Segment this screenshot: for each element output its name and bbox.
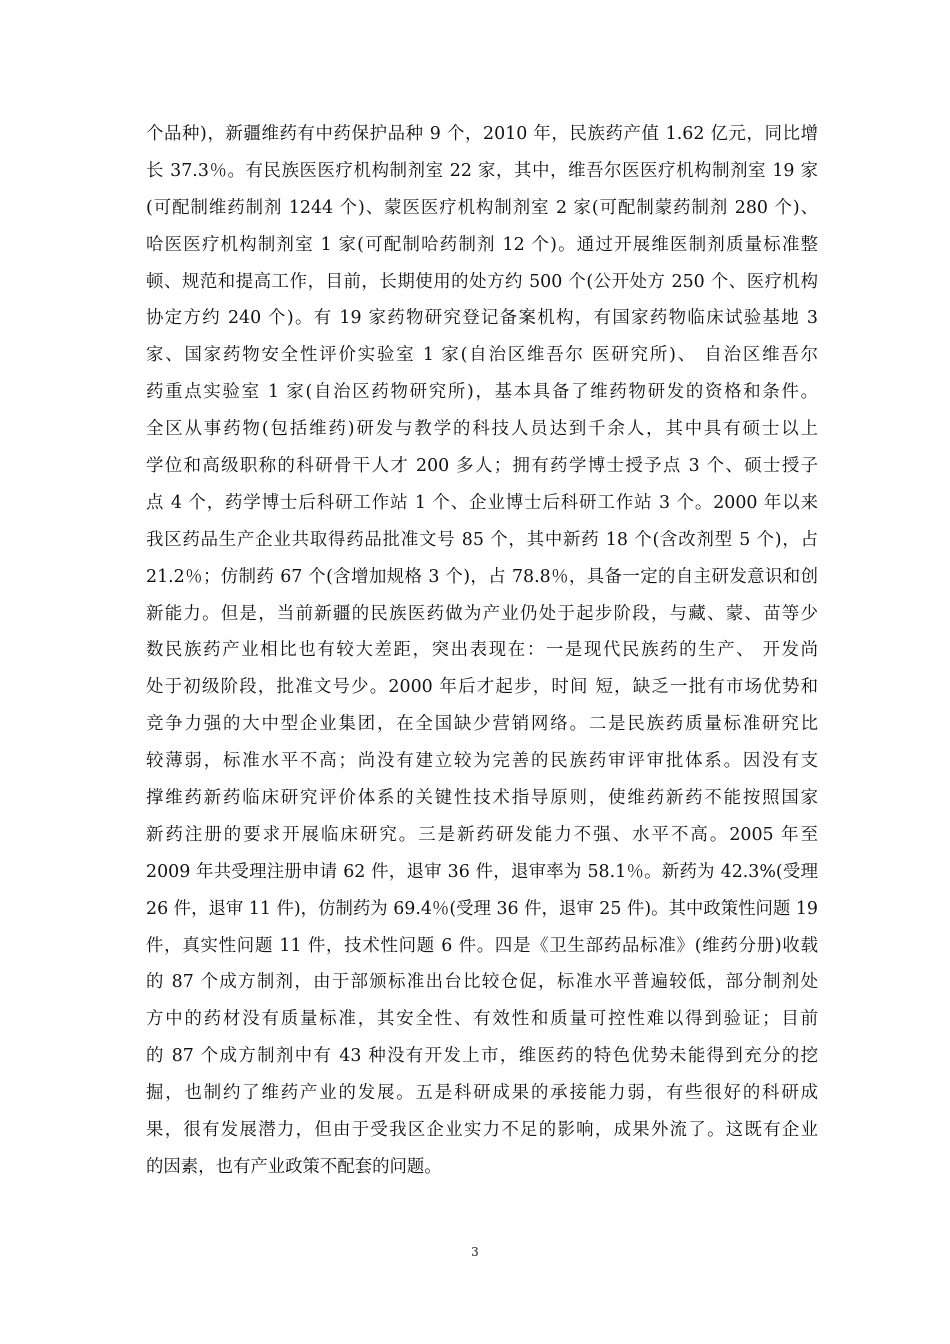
text-line: 竞争力强的大中型企业集团，在全国缺少营销网络。二是民族药质量标准研究比 bbox=[146, 714, 818, 735]
page-number: 3 bbox=[471, 1245, 479, 1259]
text-line: 的因素，也有产业政策不配套的问题。 bbox=[146, 1156, 442, 1177]
text-line: 药重点实验室 1 家(自治区药物研究所)，基本具备了维药物研发的资格和条件。 bbox=[146, 382, 818, 403]
text-line: 方中的药材没有质量标准，其安全性、有效性和质量可控性难以得到验证；目前 bbox=[146, 1009, 818, 1030]
text-line: 新能力。但是，当前新疆的民族医药做为产业仍处于起步阶段，与藏、蒙、苗等少 bbox=[146, 603, 818, 624]
text-line: 协定方约 240 个)。有 19 家药物研究登记备案机构，有国家药物临床试验基地 3 bbox=[146, 308, 818, 329]
text-line: 学位和高级职称的科研骨干人才 200 多人；拥有药学博士授予点 3 个、硕士授子 bbox=[146, 456, 818, 477]
text-line: 26 件，退审 11 件)，仿制药为 69.4％(受理 36 件，退审 25 件)。其中政策性问题 19 bbox=[146, 898, 818, 919]
text-line: 撑维药新药临床研究评价体系的关键性技术指导原则，使维药新药不能按照国家 bbox=[146, 788, 818, 809]
text-line: 的 87 个成方制剂中有 43 种没有开发上市，维医药的特色优势未能得到充分的挖 bbox=[146, 1046, 818, 1067]
text-line: 点 4 个，药学博士后科研工作站 1 个、企业博士后科研工作站 3 个。2000 年以来 bbox=[146, 492, 818, 513]
text-line: 掘，也制约了维药产业的发展。五是科研成果的承接能力弱，有些很好的科研成 bbox=[146, 1083, 818, 1104]
text-line: 数民族药产业相比也有较大差距，突出表现在：一是现代民族药的生产、 开发尚 bbox=[146, 640, 818, 661]
body-paragraph bbox=[146, 116, 818, 1186]
text-line: (可配制维药制剂 1244 个)、蒙医医疗机构制剂室 2 家(可配制蒙药制剂 280 个)、 bbox=[146, 197, 818, 218]
text-line: 处于初级阶段，批准文号少。2000 年后才起步，时间 短，缺乏一批有市场优势和 bbox=[146, 677, 818, 698]
text-line: 顿、规范和提高工作，目前，长期使用的处方约 500 个(公开处方 250 个、医疗机构 bbox=[146, 271, 818, 292]
text-line: 2009 年共受理注册申请 62 件，退审 36 件，退审率为 58.1％。新药为 42.3%(受理 bbox=[146, 861, 818, 882]
text-line: 果，很有发展潜力，但由于受我区企业实力不足的影响，成果外流了。这既有企业 bbox=[146, 1120, 818, 1141]
text-line: 较薄弱，标准水平不高；尚没有建立较为完善的民族药审评审批体系。因没有支 bbox=[146, 751, 818, 772]
text-line: 长 37.3％。有民族医医疗机构制剂室 22 家，其中，维吾尔医医疗机构制剂室 19 家 bbox=[146, 160, 818, 181]
text-line: 件，真实性问题 11 件，技术性问题 6 件。四是《卫生部药品标准》(维药分册)收载 bbox=[146, 935, 818, 956]
text-line: 我区药品生产企业共取得药品批准文号 85 个，其中新药 18 个(含改剂型 5 个)，占 bbox=[146, 529, 818, 550]
text-line: 哈医医疗机构制剂室 1 家(可配制哈药制剂 12 个)。通过开展维医制剂质量标准整 bbox=[146, 234, 818, 255]
text-line: 新药注册的要求开展临床研究。三是新药研发能力不强、水平不高。2005 年至 bbox=[146, 824, 818, 845]
text-line: 21.2％；仿制药 67 个(含增加规格 3 个)，占 78.8％，具备一定的自主研发意识和创 bbox=[146, 566, 818, 587]
text-line: 家、国家药物安全性评价实验室 1 家(自治区维吾尔 医研究所)、 自治区维吾尔 bbox=[146, 345, 818, 366]
text-line: 全区从事药物(包括维药)研发与教学的科技人员达到千余人，其中具有硕士以上 bbox=[146, 419, 818, 440]
text-line: 的 87 个成方制剂，由于部颁标准出台比较仓促，标准水平普遍较低，部分制剂处 bbox=[146, 972, 818, 993]
text-line: 个品种)，新疆维药有中药保护品种 9 个，2010 年，民族药产值 1.62 亿元，同比增 bbox=[146, 124, 818, 144]
